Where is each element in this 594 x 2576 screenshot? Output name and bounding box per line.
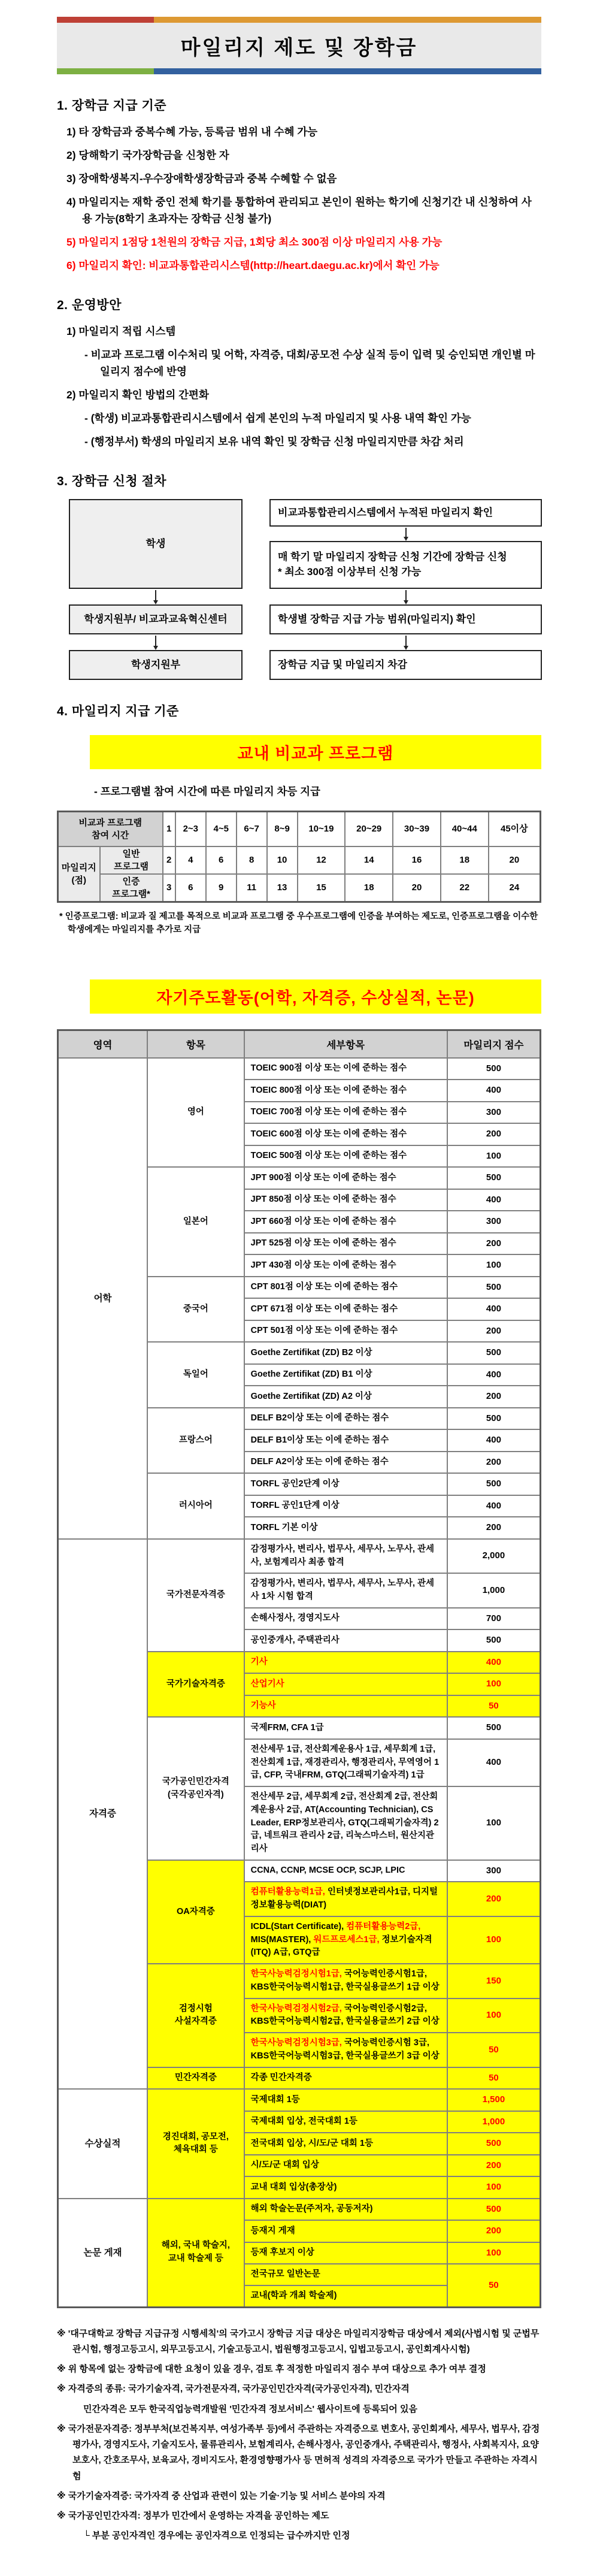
detail-text: Goethe Zertifikat (ZD) B2 이상: [250, 1347, 372, 1357]
operation-item-5: - (행정부서) 학생의 마일리지 보유 내역 확인 및 장학금 신청 마일리지만큼 차감 처리: [84, 436, 464, 448]
table-row: [58, 2199, 541, 2221]
detail-cell: [244, 1408, 447, 1430]
footnote-4: 민간자격은 모두 한국직업능력개발원 '민간자격 정보서비스' 웹사이트에 등록되어 있음: [83, 2403, 417, 2414]
header-bottom-bar: [57, 68, 541, 74]
mileage-value-cell: 15: [298, 874, 346, 902]
detail-cell: [244, 1652, 447, 1674]
detail-cell: [244, 1102, 447, 1124]
score-cell: 100: [447, 2176, 541, 2199]
score-cell: 700: [447, 1608, 541, 1630]
score-cell: 400: [447, 1739, 541, 1786]
down-arrow-icon: [155, 636, 156, 649]
item-cell: 프랑스어: [147, 1408, 244, 1474]
self-directed-activity-banner: 자기주도활동(어학, 자격증, 수상실적, 논문): [90, 979, 541, 1014]
detail-cell: [244, 1080, 447, 1102]
flow-arrow: [69, 634, 243, 650]
detail-cell: [244, 1786, 447, 1860]
detail-text: 전산세무 2급, 세무회계 2급, 전산회계 2급, 전산회계운용사 2급, AT(Accounting Technician), CS Leader, ERP정보관리사, GTQ(그래픽기술자격) 2급, 네트워크 관리사 2급, 리눅스마스터, 원산지관리사: [250, 1792, 439, 1854]
detail-cell: [244, 2067, 447, 2090]
table-row: [58, 1539, 541, 1574]
detail-text: 한국사능력검정시험3급,: [250, 2038, 342, 2048]
score-cell: 200: [447, 1320, 541, 1343]
area-cell: 논문 게재: [58, 2199, 148, 2308]
detail-cell: [244, 2111, 447, 2133]
detail-text: CPT 671점 이상 또는 이에 준하는 점수: [250, 1304, 398, 1314]
program-type-cell: 일반 프로그램: [100, 846, 163, 874]
detail-cell: [244, 1058, 447, 1080]
mileage-value-cell: 24: [489, 874, 541, 902]
detail-cell: [244, 2033, 447, 2067]
program-hours-table: [57, 811, 541, 903]
detail-text: 각종 민간자격증: [250, 2073, 312, 2083]
section-1-title: 1. 장학금 지급 기준: [57, 99, 167, 113]
mileage-value-cell: 16: [393, 846, 441, 874]
mileage-value-cell: 14: [345, 846, 393, 874]
mileage-value-cell: 9: [206, 874, 237, 902]
detail-text: 인터넷정보관리사1급, 디지털정보활용능력(DIAT): [250, 1887, 438, 1910]
column-header-cell: 항목: [147, 1030, 244, 1058]
mileage-value-cell: 2: [163, 846, 175, 874]
criteria-item-3: 3) 장애학생복지-우수장애학생장학금과 중복 수혜할 수 없음: [66, 173, 337, 185]
score-cell: 50: [447, 2033, 541, 2067]
detail-cell: [244, 1254, 447, 1277]
score-cell: 1,000: [447, 2111, 541, 2133]
item-cell: 독일어: [147, 1342, 244, 1408]
score-cell: 100: [447, 1254, 541, 1277]
detail-text: 한국사능력검정시험1급,: [250, 1969, 342, 1979]
title-box: [57, 23, 541, 68]
score-cell: 100: [447, 1786, 541, 1860]
item-cell: 중국어: [147, 1277, 244, 1343]
score-cell: 400: [447, 1364, 541, 1386]
campus-program-banner: 교내 비교과 프로그램: [90, 735, 541, 769]
mileage-value-cell: 4: [175, 846, 206, 874]
mileage-value-cell: 22: [441, 874, 489, 902]
score-cell: 500: [447, 1167, 541, 1189]
detail-text: TORFL 공인1단계 이상: [250, 1501, 340, 1511]
detail-cell: [244, 1608, 447, 1630]
mileage-value-cell: 20: [393, 874, 441, 902]
item-cell: 해외, 국내 학술지, 교내 학술제 등: [147, 2199, 244, 2308]
flow-actor-student: 학생: [69, 499, 243, 589]
footnote-2: ※ 위 항목에 없는 장학금에 대한 요청이 있을 경우, 검토 후 적정한 마일리지 점수 부여 대상으로 추가 여부 결정: [57, 2364, 486, 2375]
flow-step-apply: 매 학기 말 마일리지 장학금 신청 기간에 장학금 신청 * 최소 300점 이상부터 신청 가능: [269, 541, 542, 589]
score-cell: 400: [447, 1495, 541, 1517]
score-cell: 100: [447, 1673, 541, 1695]
score-cell: 200: [447, 1386, 541, 1408]
operation-item-3: 2) 마일리지 확인 방법의 간편화: [66, 389, 209, 401]
operation-item-1: 1) 마일리지 적립 시스템: [66, 325, 176, 337]
column-header-cell: 영역: [58, 1030, 148, 1058]
mileage-value-cell: 13: [267, 874, 298, 902]
detail-text: JPT 900점 이상 또는 이에 준하는 점수: [250, 1172, 396, 1183]
section-operation-plan: [57, 295, 541, 450]
section-2-title: 2. 운영방안: [57, 298, 122, 312]
item-cell: OA자격증: [147, 1860, 244, 1964]
detail-text: Goethe Zertifikat (ZD) B1 이상: [250, 1369, 372, 1380]
footnote-5: ※ 국가전문자격증: 정부부처(보건복지부, 여성가족부 등)에서 주관하는 자격증으로 변호사, 공인회계사, 세무사, 법무사, 감정평가사, 경영지도사, 기술지도사, 물류관리사, 보험계리사, 손해사정사, 공인중개사, 주택관리사, 행정사, 사회복지사, 요양보호사, 간호조무사, 보육교사, 경비지도사, 환경영향평가사 등 면허적 성격의 자격증으로 국가가 만들고 주관하는 자격시험: [57, 2423, 540, 2481]
score-cell: 400: [447, 1080, 541, 1102]
score-cell: 300: [447, 1102, 541, 1124]
score-cell: 200: [447, 1233, 541, 1255]
down-arrow-icon: [405, 636, 407, 649]
detail-text: 국제대회 1등: [250, 2094, 300, 2105]
item-cell: 민간자격증: [147, 2067, 244, 2090]
score-cell: 100: [447, 1145, 541, 1168]
detail-cell: [244, 1123, 447, 1145]
detail-cell: [244, 1517, 447, 1539]
score-cell: 300: [447, 1211, 541, 1233]
detail-cell: [244, 1320, 447, 1343]
flow-step-check-mileage: 비교과통합관리시스템에서 누적된 마일리지 확인: [269, 499, 542, 527]
flow-step-verify-range: 학생별 장학금 지급 가능 범위(마일리지) 확인: [269, 604, 542, 634]
detail-text: 컴퓨터활용능력1급,: [250, 1887, 325, 1897]
down-arrow-icon: [405, 590, 407, 603]
mileage-value-cell: 6: [175, 874, 206, 902]
score-cell: 500: [447, 1058, 541, 1080]
hour-range-cell: 4~5: [206, 812, 237, 846]
detail-cell: [244, 1739, 447, 1786]
table-row: [58, 846, 541, 874]
score-cell: 200: [447, 2155, 541, 2177]
detail-text: CCNA, CCNP, MCSE OCP, SCJP, LPIC: [250, 1866, 405, 1876]
footnote-6: ※ 국가기술자격증: 국가자격 중 산업과 관련이 있는 기술·기능 및 서비스 분야의 자격: [57, 2490, 386, 2501]
score-cell: 150: [447, 1964, 541, 1998]
detail-cell: [244, 1167, 447, 1189]
detail-text: TOEIC 800점 이상 또는 이에 준하는 점수: [250, 1085, 407, 1095]
area-cell: 어학: [58, 1058, 148, 1539]
detail-text: 전국대회 입상, 시/도/군 대회 1등: [250, 2138, 373, 2148]
score-cell: 400: [447, 1189, 541, 1211]
table-header-row: [58, 1030, 541, 1058]
detail-text: 워드프로세스1급,: [313, 1934, 380, 1945]
hour-range-cell: 10~19: [298, 812, 346, 846]
detail-text: 전국규모 일반논문: [250, 2269, 320, 2279]
detail-text: TOEIC 900점 이상 또는 이에 준하는 점수: [250, 1063, 407, 1074]
detail-text: JPT 660점 이상 또는 이에 준하는 점수: [250, 1216, 396, 1226]
detail-cell: [244, 1233, 447, 1255]
mileage-score-table: [57, 1029, 541, 2308]
criteria-item-1: 1) 타 장학금과 중복수혜 가능, 등록금 범위 내 수혜 가능: [66, 126, 318, 138]
detail-text: 한국사능력검정시험2급,: [250, 2003, 342, 2013]
flowchart-actor-column: [69, 499, 243, 680]
detail-text: TOEIC 500점 이상 또는 이에 준하는 점수: [250, 1151, 407, 1161]
score-cell: 500: [447, 2133, 541, 2155]
detail-cell: [244, 1342, 447, 1364]
footnote-3: ※ 자격증의 종류: 국가기술자격, 국가전문자격, 국가공인민간자격(국가공인자격), 민간자격: [57, 2384, 410, 2394]
detail-cell: [244, 2220, 447, 2242]
footnotes: [57, 2326, 541, 2544]
detail-cell: [244, 1573, 447, 1608]
score-cell: 200: [447, 1517, 541, 1539]
score-cell: 400: [447, 1298, 541, 1320]
document-header: [57, 17, 541, 74]
detail-text: DELF B1이상 또는 이에 준하는 점수: [250, 1435, 389, 1445]
score-cell: 200: [447, 1882, 541, 1916]
detail-cell: [244, 2176, 447, 2199]
score-cell: 2,000: [447, 1539, 541, 1574]
detail-cell: [244, 2242, 447, 2264]
operation-item-2: - 비교과 프로그램 이수처리 및 어학, 자격증, 대회/공모전 수상 실적 등이 입력 및 승인되면 개인별 마일리지 점수에 반영: [84, 349, 535, 377]
table-row: [58, 812, 541, 846]
detail-text: 컴퓨터활용능력2급,: [346, 1921, 421, 1931]
program-type-cell: 인증 프로그램*: [100, 874, 163, 902]
criteria-item-2: 2) 당해학기 국가장학금을 신청한 자: [66, 149, 229, 161]
score-cell: 50: [447, 2264, 541, 2307]
hour-range-cell: 2~3: [175, 812, 206, 846]
score-cell: 200: [447, 2220, 541, 2242]
score-cell: 300: [447, 1860, 541, 1882]
detail-text: 해외 학술논문(주저자, 공동저자): [250, 2204, 373, 2214]
footnote-7: ※ 국가공인민간자격: 정부가 민간에서 운영하는 자격을 공인하는 제도: [57, 2511, 329, 2521]
detail-text: 기능사: [250, 1701, 276, 1711]
down-arrow-icon: [405, 528, 407, 540]
criteria-item-4: 4) 마일리지는 재학 중인 전체 학기를 통합하여 관리되고 본인이 원하는 학기에 신청기간 내 신청하여 사용 가능(8학기 초과자는 장학금 신청 불가): [66, 196, 532, 225]
score-cell: 400: [447, 1652, 541, 1674]
detail-cell: [244, 2264, 447, 2285]
detail-cell: [244, 2199, 447, 2221]
detail-text: CPT 501점 이상 또는 이에 준하는 점수: [250, 1326, 398, 1336]
flow-step-pay-deduct: 장학금 지급 및 마일리지 차감: [269, 650, 542, 680]
detail-cell: [244, 1916, 447, 1964]
detail-text: DELF A2이상 또는 이에 준하는 점수: [250, 1457, 389, 1467]
section-application-procedure: [57, 471, 541, 680]
program-note: - 프로그램별 참여 시간에 따른 마일리지 차등 지급: [94, 785, 320, 797]
mileage-value-cell: 18: [345, 874, 393, 902]
score-cell: 50: [447, 2067, 541, 2090]
item-cell: 러시아어: [147, 1473, 244, 1539]
detail-cell: [244, 1429, 447, 1452]
item-cell: 경진대회, 공모전, 체육대회 등: [147, 2089, 244, 2199]
item-cell: 국가기술자격증: [147, 1652, 244, 1718]
detail-cell: [244, 1189, 447, 1211]
detail-text: TORFL 기본 이상: [250, 1522, 318, 1532]
footnote-1: ※ '대구대학교 장학금 지급규정 시행세칙'의 국가고시 장학금 지급 대상은 마일리지장학금 대상에서 제외(사법시험 및 군법무관시험, 행정고등고시, 외무고등고시, 기술고등고시, 법원행정고등고시, 입법고등고시, 공인회계사시험): [57, 2328, 540, 2354]
flowchart-step-column: [269, 499, 542, 680]
down-arrow-icon: [155, 590, 156, 603]
detail-text: JPT 525점 이상 또는 이에 준하는 점수: [250, 1238, 396, 1248]
detail-cell: [244, 1452, 447, 1474]
score-cell: 100: [447, 2242, 541, 2264]
score-cell: 1,000: [447, 1573, 541, 1608]
criteria-item-5: 5) 마일리지 1점당 1천원의 장학금 지급, 1회당 최소 300점 이상 마일리지 사용 가능: [66, 236, 443, 248]
detail-cell: [244, 1473, 447, 1495]
score-cell: 200: [447, 1452, 541, 1474]
detail-text: 교내 대회 입상(총장상): [250, 2182, 337, 2192]
score-cell: 400: [447, 1429, 541, 1452]
score-cell: 500: [447, 1629, 541, 1652]
detail-cell: [244, 1629, 447, 1652]
hour-range-cell: 8~9: [267, 812, 298, 846]
mileage-value-cell: 6: [206, 846, 237, 874]
detail-text: 감정평가사, 변리사, 법무사, 세무사, 노무사, 관세사, 보험계리사 최종 합격: [250, 1544, 435, 1567]
header-bar-amber: [154, 17, 541, 23]
detail-cell: [244, 2133, 447, 2155]
criteria-item-6: 6) 마일리지 확인: 비교과통합관리시스템(http://heart.daegu.ac.kr)에서 확인 가능: [66, 259, 440, 271]
detail-text: 감정평가사, 변리사, 법무사, 세무사, 노무사, 관세사 1차 시험 합격: [250, 1579, 435, 1602]
detail-cell: [244, 1277, 447, 1299]
score-cell: 200: [447, 1123, 541, 1145]
flow-arrow: [269, 634, 542, 650]
procedure-flowchart: [69, 499, 541, 680]
section-mileage-criteria: [57, 702, 541, 2544]
hour-range-cell: 1: [163, 812, 175, 846]
item-cell: 국가공인민간자격 (국각공인자격): [147, 1717, 244, 1860]
section-2-items: [57, 323, 541, 450]
mileage-value-cell: 10: [267, 846, 298, 874]
hour-range-cell: 30~39: [393, 812, 441, 846]
score-cell: 100: [447, 1998, 541, 2033]
detail-text: JPT 850점 이상 또는 이에 준하는 점수: [250, 1195, 396, 1205]
score-cell: 500: [447, 1717, 541, 1739]
detail-text: CPT 801점 이상 또는 이에 준하는 점수: [250, 1282, 398, 1292]
header-top-bar: [57, 17, 541, 23]
detail-cell: [244, 1211, 447, 1233]
detail-cell: [244, 1998, 447, 2033]
flow-arrow: [69, 589, 243, 604]
detail-text: 손해사정사, 경영지도사: [250, 1613, 340, 1623]
mileage-value-cell: 18: [441, 846, 489, 874]
header-bar-red: [57, 17, 154, 23]
detail-cell: [244, 1386, 447, 1408]
item-cell: 일본어: [147, 1167, 244, 1277]
detail-cell: [244, 1673, 447, 1695]
detail-text: 교내(학과 개최 학술제): [250, 2290, 337, 2300]
detail-cell: [244, 1964, 447, 1998]
mileage-value-cell: 3: [163, 874, 175, 902]
score-cell: 500: [447, 1408, 541, 1430]
table-row: [58, 1058, 541, 1080]
detail-text: 등재 후보지 이상: [250, 2248, 314, 2258]
detail-text: Goethe Zertifikat (ZD) A2 이상: [250, 1391, 372, 1401]
detail-text: DELF B2이상 또는 이에 준하는 점수: [250, 1413, 389, 1423]
detail-cell: [244, 1882, 447, 1916]
detail-cell: [244, 2285, 447, 2307]
mileage-value-cell: 11: [237, 874, 267, 902]
detail-text: 기사: [250, 1657, 268, 1667]
mileage-value-cell: 20: [489, 846, 541, 874]
table-row: [58, 874, 541, 902]
flow-actor-student-support: 학생지원부: [69, 650, 243, 680]
item-cell: 국가전문자격증: [147, 1539, 244, 1652]
score-cell: 500: [447, 1342, 541, 1364]
hour-range-cell: 40~44: [441, 812, 489, 846]
detail-text: TOEIC 700점 이상 또는 이에 준하는 점수: [250, 1107, 407, 1117]
score-cell: 500: [447, 2199, 541, 2221]
detail-cell: [244, 1695, 447, 1718]
score-cell: 1,500: [447, 2089, 541, 2111]
header-bar-blue: [154, 68, 541, 74]
flow-arrow: [269, 527, 542, 541]
detail-text: 산업기사: [250, 1679, 284, 1689]
detail-text: 국어능력인증시험 3급, KBS한국어능력시험3급, 한국실용글쓰기 3급 이상: [250, 2038, 440, 2061]
detail-cell: [244, 1145, 447, 1168]
detail-text: 공인중개사, 주택관리사: [250, 1635, 340, 1645]
detail-text: 국제FRM, CFA 1급: [250, 1722, 324, 1733]
mileage-value-cell: 8: [237, 846, 267, 874]
column-header-cell: 마일리지 점수: [447, 1030, 541, 1058]
mileage-group-cell: 마일리지 (점): [58, 846, 100, 902]
detail-text: TOEIC 600점 이상 또는 이에 준하는 점수: [250, 1129, 407, 1139]
detail-text: 전산세무 1급, 전산회계운용사 1급, 세무회계 1급, 전산회계 1급, 재경관리사, 행정관리사, 무역영어 1급, CFP, 국내FRM, GTQ(그래픽기술자격) 1급: [250, 1744, 440, 1780]
hour-range-cell: 45이상: [489, 812, 541, 846]
detail-text: JPT 430점 이상 또는 이에 준하는 점수: [250, 1260, 396, 1270]
mileage-value-cell: 12: [298, 846, 346, 874]
score-cell: 100: [447, 1916, 541, 1964]
section-1-items: [57, 123, 541, 274]
score-cell: 50: [447, 1695, 541, 1718]
detail-text: 등재지 게재: [250, 2226, 295, 2236]
detail-cell: [244, 2155, 447, 2177]
section-3-title: 3. 장학금 신청 절차: [57, 474, 167, 488]
flow-actor-support-dept: 학생지원부/ 비교과교육혁신센터: [69, 604, 243, 634]
item-cell: 영어: [147, 1058, 244, 1168]
section-scholarship-criteria: [57, 96, 541, 274]
detail-text: MIS(MASTER),: [250, 1934, 314, 1945]
section-4-title: 4. 마일리지 지급 기준: [57, 705, 179, 718]
hour-range-cell: 20~29: [345, 812, 393, 846]
footnote-8: └ 부분 공인자격인 경우에는 공인자격으로 인정되는 급수까지만 인정: [83, 2530, 350, 2541]
score-cell: 500: [447, 1473, 541, 1495]
program-table-footnote: * 인증프로그램: 비교과 질 제고를 목적으로 비교과 프로그램 중 우수프로그램에 인증을 부여하는 제도로, 인증프로그램을 이수한 학생에게는 마일리지를 추가로 지급: [59, 911, 538, 935]
detail-text: 국어능력인증시험1급, KBS한국어능력시험1급, 한국실용글쓰기 1급 이상: [250, 1969, 440, 1992]
flow-arrow: [269, 589, 542, 604]
hour-range-cell: 6~7: [237, 812, 267, 846]
detail-cell: [244, 1495, 447, 1517]
detail-text: TORFL 공인2단계 이상: [250, 1479, 340, 1489]
detail-cell: [244, 1539, 447, 1574]
detail-text: 국어능력인증시험2급, KBS한국어능력시험2급, 한국실용글쓰기 2급 이상: [250, 2003, 440, 2027]
detail-text: ICDL(Start Certificate),: [250, 1921, 347, 1931]
page-title: 마일리지 제도 및 장학금: [180, 36, 418, 59]
detail-cell: [244, 1364, 447, 1386]
detail-cell: [244, 1298, 447, 1320]
detail-cell: [244, 2089, 447, 2111]
detail-text: 시/도/군 대회 입상: [250, 2160, 319, 2170]
table-row: [58, 2089, 541, 2111]
header-bar-green: [57, 68, 154, 74]
area-cell: 수상실적: [58, 2089, 148, 2199]
column-header-cell: 세부항목: [244, 1030, 447, 1058]
score-cell: 500: [447, 1277, 541, 1299]
hours-header-cell: 비교과 프로그램 참여 시간: [58, 812, 163, 846]
detail-cell: [244, 1860, 447, 1882]
detail-text: 정보기술자격(ITQ) A급, GTQ급: [250, 1934, 432, 1958]
area-cell: 자격증: [58, 1539, 148, 2089]
detail-cell: [244, 1717, 447, 1739]
detail-text: 국제대회 입상, 전국대회 1등: [250, 2117, 357, 2127]
operation-item-4: - (학생) 비교과통합관리시스템에서 쉽게 본인의 누적 마일리지 및 사용 내역 확인 가능: [84, 412, 471, 424]
item-cell: 검정시험 사설자격증: [147, 1964, 244, 2067]
